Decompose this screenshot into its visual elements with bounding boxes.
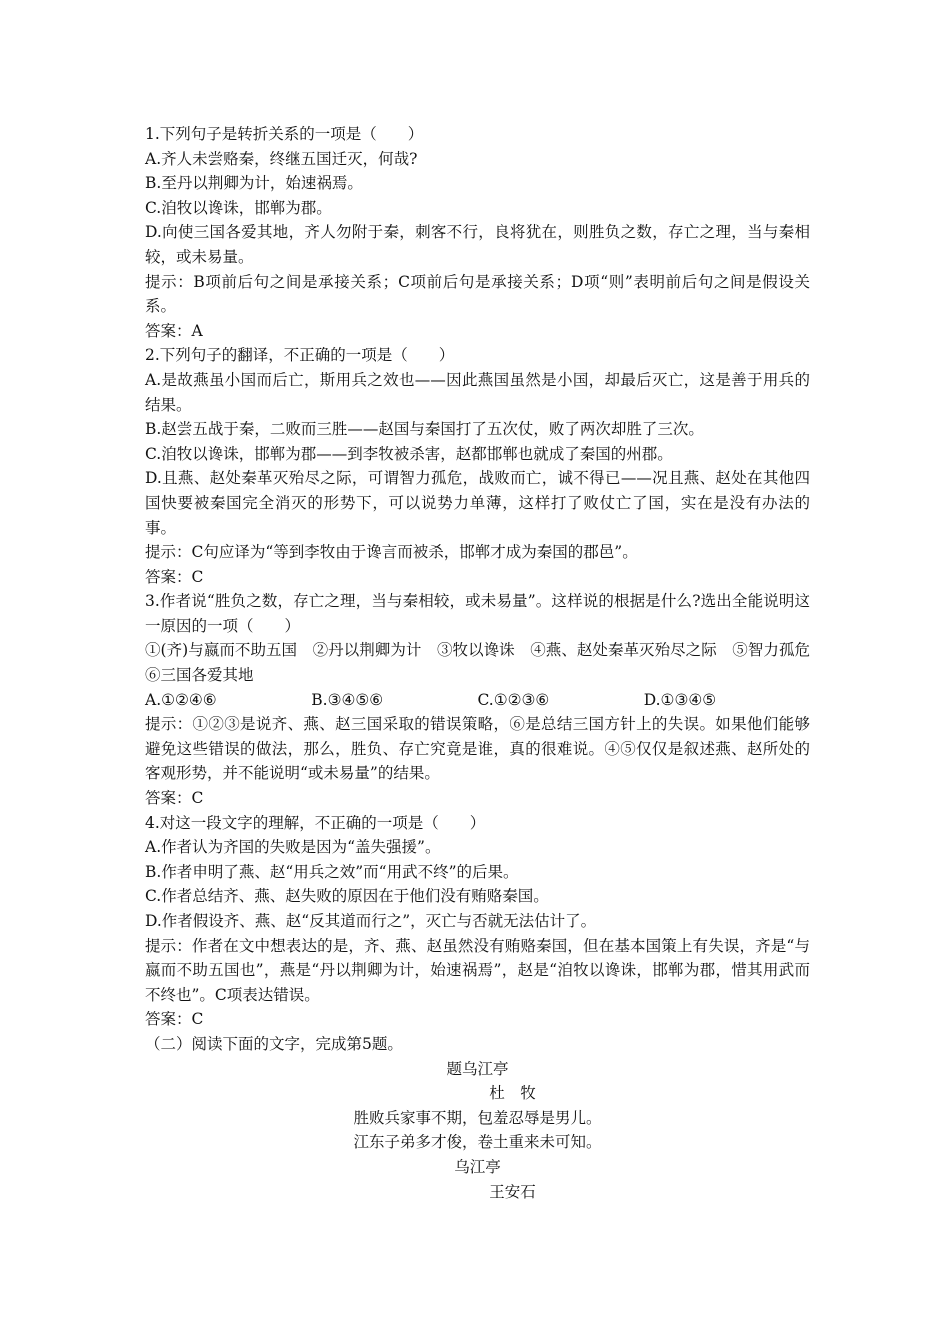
question-3: 3.作者说“胜负之数，存亡之理，当与秦相较，或未易量”。这样说的根据是什么?选出全能说明这一原因的一项（ ） bbox=[145, 592, 810, 635]
q3-option-d: D.①③④⑤ bbox=[643, 690, 717, 709]
section-heading: （二）阅读下面的文字，完成第5题。 bbox=[145, 1034, 403, 1053]
question-1: 1.下列句子是转折关系的一项是（ ） bbox=[145, 125, 424, 143]
q4-option-a: A.作者认为齐国的失败是因为“盖失强援”。 bbox=[145, 838, 441, 857]
q3-answer: 答案：C bbox=[145, 789, 204, 808]
q3-option-a: A.①②④⑥ bbox=[145, 690, 217, 709]
q2-option-d: D.且燕、赵处秦革灭殆尽之际，可谓智力孤危，战败而亡，诚不得已——况且燕、赵处在其他四国快要被秦国完全消灭的形势下，可以说势力单薄，这样打了败仗亡了国，实在是没有办法的事。 bbox=[145, 469, 810, 537]
q3-option-b: B.③④⑤⑥ bbox=[311, 690, 384, 709]
poem2-title: 乌江亭 bbox=[454, 1157, 501, 1176]
poem2-author: 王安石 bbox=[489, 1182, 536, 1201]
q1-option-b: B.至丹以荆卿为计，始速祸焉。 bbox=[145, 174, 363, 193]
q4-option-c: C.作者总结齐、燕、赵失败的原因在于他们没有贿赂秦国。 bbox=[145, 887, 549, 906]
q2-hint: 提示：C句应译为“等到李牧由于谗言而被杀，邯郸才成为秦国的郡邑”。 bbox=[145, 543, 638, 562]
poem1-line-1: 胜败兵家事不期，包羞忍辱是男儿。 bbox=[353, 1108, 602, 1127]
document-page bbox=[145, 122, 826, 1204]
q1-option-d: D.向使三国各爱其地，齐人勿附于秦，刺客不行，良将犹在，则胜负之数，存亡之理，当与秦相较，或未易量。 bbox=[145, 223, 810, 266]
poem1-line-2: 江东子弟多才俊，卷土重来未可知。 bbox=[353, 1133, 602, 1152]
poem1-title: 题乌江亭 bbox=[446, 1059, 509, 1078]
q1-option-c: C.洎牧以谗诛，邯郸为郡。 bbox=[145, 198, 332, 217]
q3-items: ①(齐)与嬴而不助五国 ②丹以荆卿为计 ③牧以谗诛 ④燕、赵处秦革灭殆尽之际 ⑤智力孤危 ⑥三国各爱其地 bbox=[145, 641, 826, 685]
q1-answer: 答案：A bbox=[145, 321, 203, 340]
q2-option-b: B.赵尝五战于秦，二败而三胜——赵国与秦国打了五次仗，败了两次却胜了三次。 bbox=[145, 420, 704, 439]
q1-hint: 提示：B项前后句之间是承接关系；C项前后句是承接关系；D项“则”表明前后句之间是假设关系。 bbox=[145, 272, 810, 316]
q2-option-a: A.是故燕虽小国而后亡，斯用兵之效也——因此燕国虽然是小国，却最后灭亡，这是善于用兵的结果。 bbox=[145, 370, 810, 414]
q3-options bbox=[145, 688, 810, 713]
q4-answer: 答案：C bbox=[145, 1010, 204, 1029]
q2-option-c: C.洎牧以谗诛，邯郸为郡——到李牧被杀害，赵都邯郸也就成了秦国的州郡。 bbox=[145, 444, 673, 463]
q1-option-a: A.齐人未尝赂秦，终继五国迁灭，何哉? bbox=[145, 149, 418, 168]
poem1-author: 杜 牧 bbox=[489, 1084, 536, 1103]
q4-option-b: B.作者申明了燕、赵“用兵之效”而“用武不终”的后果。 bbox=[145, 862, 519, 881]
q2-answer: 答案：C bbox=[145, 567, 204, 586]
q3-hint: 提示：①②③是说齐、燕、赵三国采取的错误策略，⑥是总结三国方针上的失误。如果他们能够避免这些错误的做法，那么，胜负、存亡究竟是谁，真的很难说。④⑤仅仅是叙述燕、赵所处的客观形势，并不能说明“或未易量”的结果。 bbox=[145, 715, 810, 783]
question-2: 2.下列句子的翻译，不正确的一项是（ ） bbox=[145, 346, 455, 365]
question-4: 4.对这一段文字的理解，不正确的一项是（ ） bbox=[145, 813, 486, 832]
q4-option-d: D.作者假设齐、燕、赵“反其道而行之”，灭亡与否就无法估计了。 bbox=[145, 912, 597, 930]
q3-option-c: C.①②③⑥ bbox=[477, 690, 550, 709]
q4-hint: 提示：作者在文中想表达的是，齐、燕、赵虽然没有贿赂秦国，但在基本国策上有失误，齐是“与嬴而不助五国也”，燕是“丹以荆卿为计，始速祸焉”，赵是“洎牧以谗诛，邯郸为郡，惜其用武而不终也”。C项表达错误。 bbox=[145, 936, 810, 1004]
